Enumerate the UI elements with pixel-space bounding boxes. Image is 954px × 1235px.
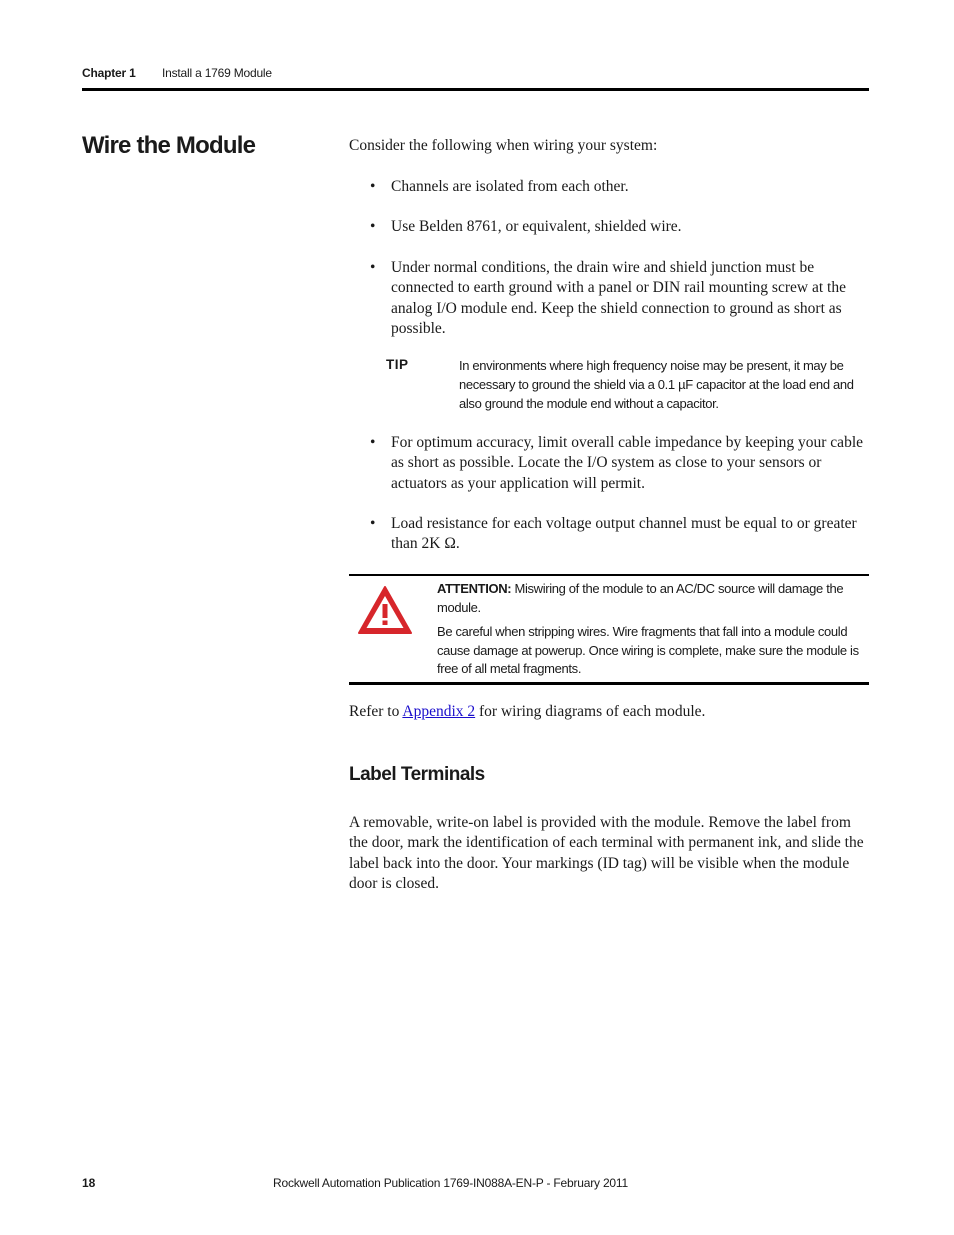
- attention-box: [349, 574, 869, 685]
- bullet-marker: •: [370, 218, 376, 235]
- tip-text: In environments where high frequency noise may be present, it may be necessary to ground the shield via a 0.1 µF capacitor at the load end and also ground the module end without a capacitor.: [459, 358, 854, 411]
- tip-label: TIP: [386, 357, 409, 372]
- attention-message: Miswiring of the module to an AC/DC source will damage the module.: [437, 581, 844, 615]
- bullet-marker: •: [370, 178, 376, 195]
- refer-paragraph: [349, 702, 869, 722]
- header-rule: [82, 88, 869, 91]
- section-title: Wire the Module: [82, 132, 256, 159]
- attention-paragraph: Be careful when stripping wires. Wire fragments that fall into a module could cause damage at powerup. Once wiring is complete, make sure the module is free of all metal fragments.: [437, 624, 859, 676]
- bullet-text: Load resistance for each voltage output channel must be equal to or greater than 2K Ω.: [391, 515, 857, 553]
- subsection-title: Label Terminals: [349, 764, 485, 785]
- refer-before: Refer to: [349, 703, 403, 720]
- bullet-marker: •: [370, 434, 376, 451]
- page-number: 18: [82, 1176, 96, 1190]
- bullet-marker: •: [370, 515, 376, 532]
- publication-footer: Rockwell Automation Publication 1769-IN088A-EN-P - February 2011: [273, 1176, 628, 1190]
- bullet-text: For optimum accuracy, limit overall cable impedance by keeping your cable as short as possible. Locate the I/O system as close to your sensors or actuators as your application will permit.: [391, 434, 864, 492]
- bullet-text: Use Belden 8761, or equivalent, shielded wire.: [391, 218, 682, 235]
- attention-label: ATTENTION:: [437, 581, 512, 596]
- attention-text: [437, 580, 862, 679]
- chapter-title: Install a 1769 Module: [162, 66, 272, 80]
- bullet-text: Under normal conditions, the drain wire and shield junction must be connected to earth ground with a panel or DIN rail mounting screw at the analog I/O module end. Keep the shield connection to ground as short as possible.: [391, 259, 846, 337]
- label-terminals-paragraph: A removable, write-on label is provided with the module. Remove the label from the door, mark the identification of each terminal with permanent ink, and slide the label back into the door. Your markings (ID tag) will be visible when the module door is closed.: [349, 814, 864, 892]
- refer-after: for wiring diagrams of each module.: [475, 703, 706, 720]
- appendix-2-link[interactable]: Appendix 2: [402, 703, 476, 720]
- bullet-text: Channels are isolated from each other.: [391, 178, 629, 195]
- warning-triangle-icon: [357, 585, 413, 635]
- attention-paragraph: [437, 580, 862, 617]
- chapter-number: Chapter 1: [82, 66, 136, 80]
- intro-paragraph: Consider the following when wiring your system:: [349, 137, 658, 154]
- page-header: [82, 66, 869, 92]
- bullet-marker: •: [370, 259, 376, 276]
